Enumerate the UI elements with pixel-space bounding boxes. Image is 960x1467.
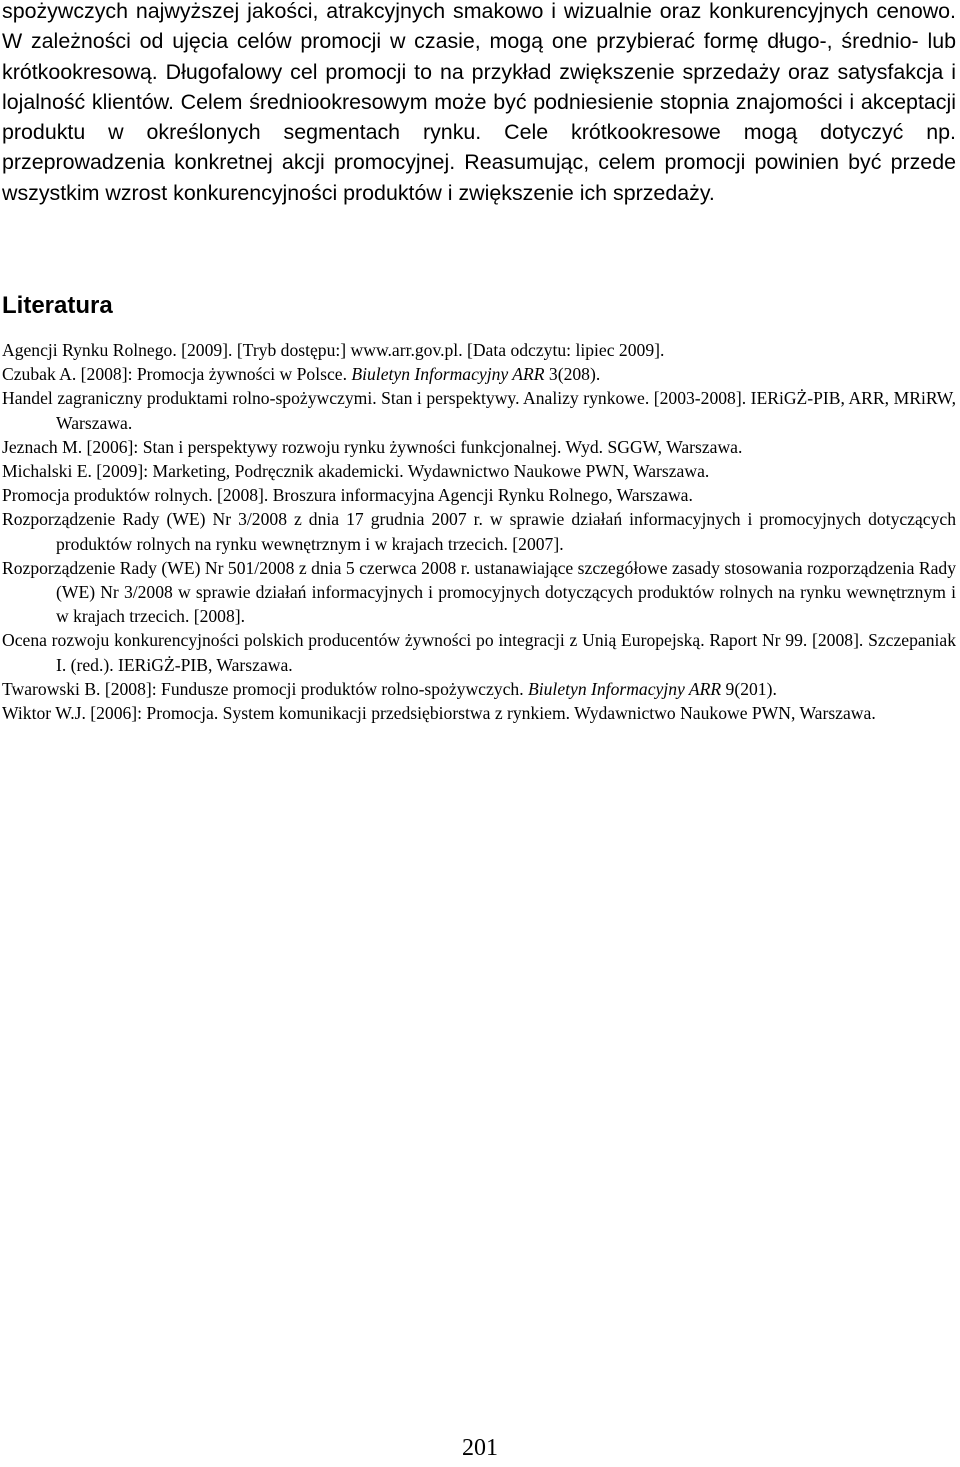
reference-item [2, 677, 956, 701]
reference-item [2, 435, 956, 459]
reference-item [2, 628, 956, 676]
literature-heading: Literatura [2, 292, 113, 319]
reference-item [2, 459, 956, 483]
reference-issue: 3(208). [544, 364, 601, 385]
reference-journal: Biuletyn Informacyjny ARR [528, 678, 722, 699]
reference-issue: 9(201). [721, 678, 777, 699]
reference-text: Jeznach M. [2006]: Stan i perspektywy rozwoju rynku żywności funkcjonalnej. Wyd. SGGW, Warszawa. [2, 436, 743, 457]
reference-text: Promocja produktów rolnych. [2008]. Broszura informacyjna Agencji Rynku Rolnego, Warszawa. [2, 485, 693, 506]
reference-item [2, 701, 956, 725]
reference-item [2, 338, 956, 362]
reference-item [2, 362, 956, 386]
reference-item [2, 556, 956, 629]
reference-text: Rozporządzenie Rady (WE) Nr 501/2008 z dnia 5 czerwca 2008 r. ustanawiające szczegółowe zasady stosowania rozporządzenia Rady (WE) Nr 3/2008 w sprawie działań informacyjnych i promocyjnych dotyczących produktów rolnych na rynku wewnętrznym i w krajach trzecich. [2008]. [2, 557, 956, 627]
reference-text: Agencji Rynku Rolnego. [2009]. [Tryb dostępu:] www.arr.gov.pl. [Data odczytu: lipiec 2009]. [2, 340, 665, 360]
reference-text: Czubak A. [2008]: Promocja żywności w Polsce. [2, 364, 352, 385]
reference-journal: Biuletyn Informacyjny ARR [351, 364, 545, 385]
reference-text: Rozporządzenie Rady (WE) Nr 3/2008 z dnia 17 grudnia 2007 r. w sprawie działań informacyjnych i promocyjnych dotyczących produktów rolnych na rynku wewnętrznym i w krajach trzecich. [2007]. [2, 509, 956, 554]
reference-text: Michalski E. [2009]: Marketing, Podręcznik akademicki. Wydawnictwo Naukowe PWN, Warszawa. [2, 461, 710, 482]
reference-list [2, 338, 956, 725]
reference-text: Handel zagraniczny produktami rolno-spożywczymi. Stan i perspektywy. Analizy rynkowe. [2003-2008]. IERiGŻ-PIB, ARR, MRiRW, Warszawa. [2, 388, 956, 433]
reference-item [2, 507, 956, 555]
reference-text: Twarowski B. [2008]: Fundusze promocji produktów rolno-spożywczych. [2, 678, 528, 699]
page-number: 201 [462, 1435, 498, 1461]
reference-text: Wiktor W.J. [2006]: Promocja. System komunikacji przedsiębiorstwa z rynkiem. Wydawnictwo Naukowe PWN, Warszawa. [2, 703, 876, 724]
reference-text: Ocena rozwoju konkurencyjności polskich producentów żywności po integracji z Unią Europejską. Raport Nr 99. [2008]. Szczepaniak I. (red.). IERiGŻ-PIB, Warszawa. [2, 630, 956, 675]
body-paragraph: spożywczych najwyższej jakości, atrakcyjnych smakowo i wizualnie oraz konkurencyjnych cenowo. W zależności od ujęcia celów promocji w czasie, mogą one przybierać formę długo-, średnio- lub krótkookresową. Długofalowy cel promocji to na przykład zwiększenie sprzedaży oraz satysfakcja i lojalność klientów. Celem średniookresowym może być podniesienie stopnia znajomości i akceptacji produktu w określonych segmentach rynku. Cele krótkookresowe mogą dotyczyć np. przeprowadzenia konkretnej akcji promocyjnej. Reasumując, celem promocji powinien być przede wszystkim wzrost konkurencyjności produktów i zwiększenie ich sprzedaży. [2, 0, 956, 205]
reference-item [2, 483, 956, 507]
reference-item [2, 386, 956, 434]
